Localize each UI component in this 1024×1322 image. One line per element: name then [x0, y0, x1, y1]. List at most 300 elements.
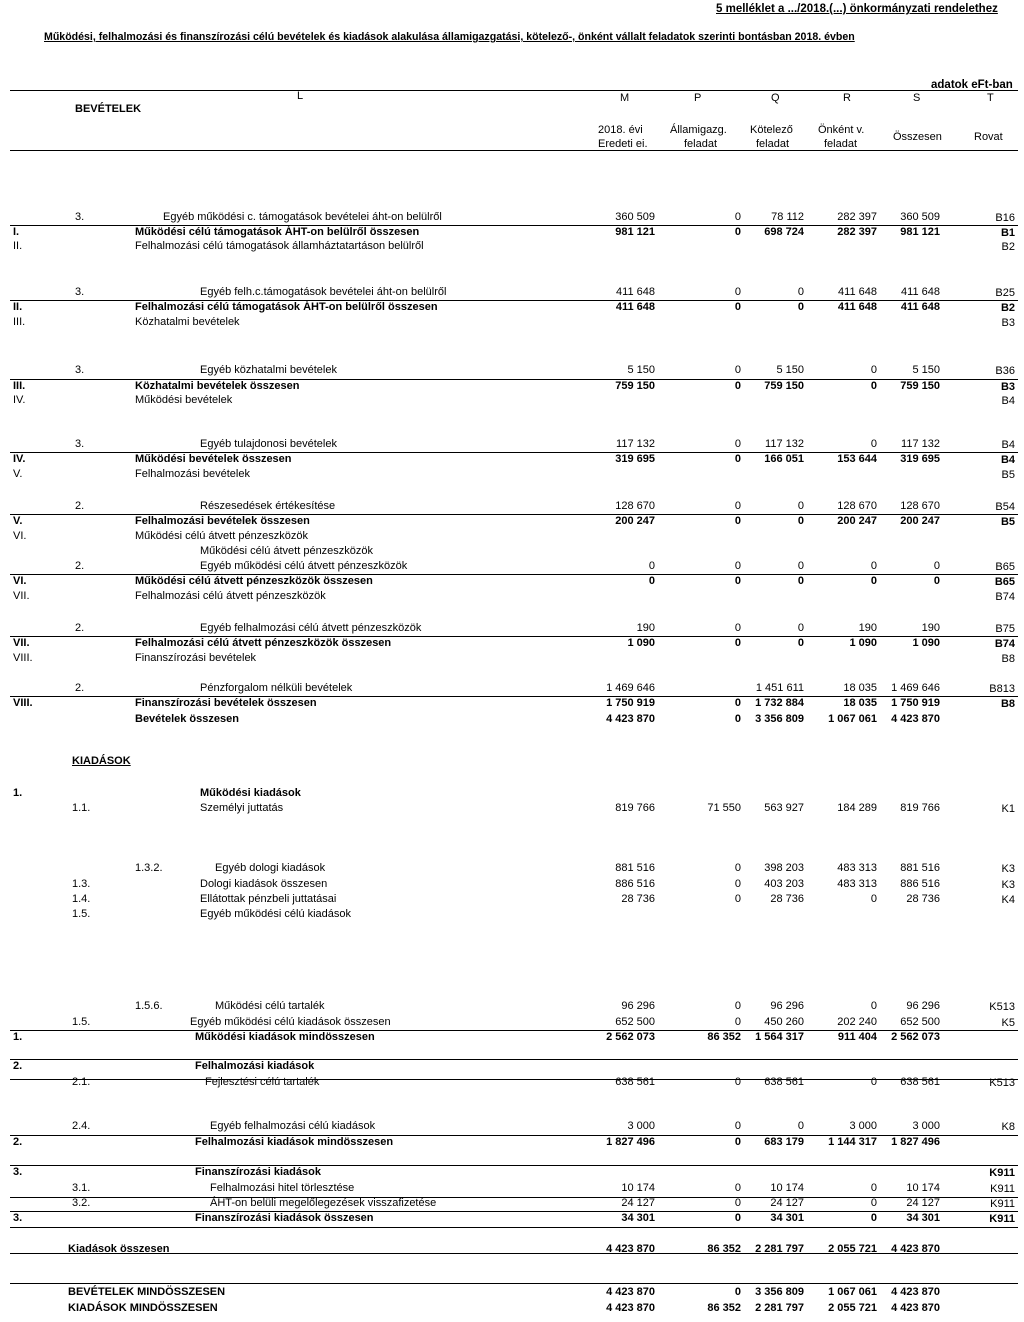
cell-s: 411 648 [901, 286, 940, 298]
cell-r: 0 [870, 1000, 877, 1012]
cell-s: 4 423 870 [891, 713, 940, 725]
cell-q: 0 [797, 622, 804, 634]
cell-m: 5 150 [627, 364, 655, 376]
row-label: Személyi juttatás [200, 802, 284, 814]
row-number: VI. [13, 530, 27, 542]
cell-p: 0 [734, 211, 741, 223]
cell-q: 403 203 [764, 878, 804, 890]
cell-q: 0 [797, 500, 804, 512]
row-label: Finanszírozási bevételek [135, 652, 257, 664]
cell-t: K5 [1001, 1017, 1015, 1029]
cell-p: 0 [734, 1000, 741, 1012]
cell-t: B25 [995, 287, 1015, 299]
row-number: II. [13, 240, 23, 252]
cell-q: 117 132 [765, 438, 804, 450]
cell-q: 34 301 [770, 1212, 804, 1224]
row-label: Működési célú átvett pénzeszközök összesen [135, 575, 373, 587]
row-label: Felhalmozási bevételek összesen [135, 515, 310, 527]
cell-s: 319 695 [900, 453, 940, 465]
cell-r: 202 240 [837, 1016, 877, 1028]
cell-t: B813 [989, 683, 1015, 695]
row-number: 1. [13, 787, 23, 799]
cell-r: 184 289 [837, 802, 877, 814]
cell-r: 0 [870, 438, 877, 450]
row-label: Működési célú átvett pénzeszközök [200, 545, 374, 557]
row-label: Egyéb felhalmozási célú átvett pénzeszközök [200, 622, 422, 634]
col-p-header-1: Államigazg. [670, 124, 727, 136]
row-label: Bevételek összesen [135, 713, 239, 725]
row-number: VII. [13, 637, 30, 649]
row-label: Ellátottak pénzbeli juttatásai [200, 893, 337, 905]
cell-s: 5 150 [912, 364, 940, 376]
col-m-header-2: Eredeti ei. [598, 138, 648, 150]
row-label: Felhalmozási bevételek [135, 468, 250, 480]
row-number: 2. [75, 560, 85, 572]
cell-t: K1 [1001, 803, 1015, 815]
row-label: Működési kiadások mindösszesen [195, 1031, 375, 1043]
row-label: KIADÁSOK [72, 755, 131, 767]
row-label: Egyéb közhatalmi bevételek [200, 364, 337, 376]
cell-t: B2 [1000, 302, 1015, 314]
header-rule-top [10, 90, 1018, 91]
row-number: 1.5.6. [135, 1000, 163, 1012]
col-letter-t: T [987, 92, 994, 104]
row-label: Működési bevételek [135, 394, 233, 406]
cell-s: 1 827 496 [891, 1136, 940, 1148]
cell-q: 1 732 884 [755, 697, 804, 709]
row-rule [10, 452, 1018, 453]
cell-s: 1 469 646 [891, 682, 940, 694]
document-title: Működési, felhalmozási és finanszírozási célú bevételek és kiadások alakulása államigazgatási, kötelező-, önként vállalt feladatok szerinti bontásban 2018. évben [44, 31, 855, 43]
cell-p: 0 [734, 380, 741, 392]
cell-q: 1 451 611 [755, 682, 804, 694]
cell-m: 34 301 [621, 1212, 655, 1224]
row-number: 3.1. [72, 1182, 91, 1194]
cell-m: 1 090 [627, 637, 655, 649]
row-number: III. [13, 316, 26, 328]
row-number: V. [13, 515, 23, 527]
row-number: 3. [75, 211, 85, 223]
cell-t: B2 [1001, 241, 1015, 253]
cell-m: 24 127 [621, 1197, 655, 1209]
cell-m: 190 [636, 622, 655, 634]
cell-m: 881 516 [615, 862, 655, 874]
cell-q: 96 296 [770, 1000, 804, 1012]
cell-m: 411 648 [615, 301, 655, 313]
cell-r: 0 [870, 380, 877, 392]
cell-m: 652 500 [615, 1016, 655, 1028]
row-number: 2.4. [72, 1120, 91, 1132]
row-label: Működési célú támogatások ÁHT-on belülről összesen [135, 226, 420, 238]
cell-s: 981 121 [900, 226, 940, 238]
row-rule [10, 300, 1018, 301]
cell-s: 759 150 [900, 380, 940, 392]
row-number: II. [13, 301, 23, 313]
cell-q: 78 112 [771, 211, 804, 223]
row-rule [10, 1135, 1018, 1136]
row-number: 2.1. [72, 1076, 91, 1088]
cell-r: 1 067 061 [828, 713, 877, 725]
cell-t: K4 [1001, 894, 1015, 906]
row-label: Felhalmozási kiadások [195, 1060, 315, 1072]
cell-s: 24 127 [906, 1197, 940, 1209]
row-number: 1.4. [72, 893, 91, 905]
cell-s: 0 [933, 575, 940, 587]
row-label: Felhalmozási célú támogatások államháztatartáson belülről [135, 240, 424, 252]
cell-p: 0 [734, 713, 741, 725]
cell-r: 190 [858, 622, 877, 634]
cell-q: 0 [797, 1120, 804, 1132]
cell-p: 86 352 [707, 1302, 741, 1314]
section-rule [10, 1079, 1018, 1080]
row-label: Felhalmozási célú átvett pénzeszközök [135, 590, 326, 602]
section-rule [10, 1253, 1018, 1254]
cell-m: 96 296 [621, 1000, 655, 1012]
row-label: Egyéb működési célú kiadások összesen [190, 1016, 391, 1028]
row-number: III. [13, 380, 26, 392]
cell-s: 360 509 [900, 211, 940, 223]
cell-m: 4 423 870 [606, 1302, 655, 1314]
col-q-header-2: feladat [756, 138, 790, 150]
section-rule [10, 1227, 1018, 1228]
row-label: ÁHT-on belüli megelőlegezések visszafizetése [210, 1197, 437, 1209]
col-r-header-1: Önként v. [818, 124, 865, 136]
cell-r: 1 090 [849, 637, 877, 649]
row-label: Részesedések értékesítése [200, 500, 336, 512]
cell-s: 0 [933, 560, 940, 572]
cell-t: B74 [995, 591, 1015, 603]
row-label: Finanszírozási kiadások [195, 1166, 321, 1178]
cell-q: 759 150 [764, 380, 804, 392]
row-label: Egyéb dologi kiadások [215, 862, 326, 874]
cell-p: 0 [734, 286, 741, 298]
cell-s: 4 423 870 [891, 1286, 940, 1298]
cell-r: 2 055 721 [828, 1243, 877, 1255]
cell-m: 28 736 [621, 893, 655, 905]
cell-m: 128 670 [615, 500, 655, 512]
row-rule [10, 696, 1018, 697]
cell-m: 2 562 073 [606, 1031, 655, 1043]
cell-p: 0 [734, 560, 741, 572]
cell-s: 652 500 [900, 1016, 940, 1028]
col-letter-p: P [694, 92, 702, 104]
row-rule [10, 1030, 1018, 1031]
cell-p: 0 [734, 622, 741, 634]
row-label: Működési bevételek összesen [135, 453, 292, 465]
row-number: IV. [13, 453, 26, 465]
cell-s: 881 516 [900, 862, 940, 874]
cell-t: B8 [1001, 653, 1015, 665]
cell-q: 398 203 [764, 862, 804, 874]
row-number: V. [13, 468, 23, 480]
cell-q: 0 [797, 637, 804, 649]
cell-t: B16 [995, 212, 1015, 224]
cell-q: 0 [797, 560, 804, 572]
cell-p: 0 [734, 893, 741, 905]
cell-q: 698 724 [764, 226, 804, 238]
row-number: 1.3.2. [135, 862, 163, 874]
cell-m: 759 150 [615, 380, 655, 392]
row-number: 3. [75, 286, 85, 298]
cell-p: 71 550 [707, 802, 741, 814]
cell-p: 0 [734, 1016, 741, 1028]
cell-p: 0 [734, 1136, 741, 1148]
cell-q: 2 281 797 [755, 1302, 804, 1314]
row-number: 1.3. [72, 878, 91, 890]
cell-p: 0 [734, 1182, 741, 1194]
cell-q: 10 174 [770, 1182, 804, 1194]
cell-m: 1 750 919 [606, 697, 655, 709]
cell-m: 10 174 [621, 1182, 655, 1194]
cell-q: 5 150 [776, 364, 804, 376]
row-rule [10, 514, 1018, 515]
row-label: BEVÉTELEK MINDÖSSZESEN [68, 1286, 226, 1298]
cell-q: 3 356 809 [755, 1286, 804, 1298]
cell-q: 450 260 [764, 1016, 804, 1028]
cell-r: 0 [870, 893, 877, 905]
row-label: Közhatalmi bevételek összesen [135, 380, 300, 392]
cell-m: 0 [648, 575, 655, 587]
cell-p: 0 [734, 575, 741, 587]
col-m-header-1: 2018. évi [598, 124, 643, 136]
col-letter-m: M [620, 92, 630, 104]
col-letter-r: R [843, 92, 851, 104]
cell-m: 4 423 870 [606, 1243, 655, 1255]
cell-p: 0 [734, 301, 741, 313]
cell-r: 2 055 721 [828, 1302, 877, 1314]
row-number: 3.2. [72, 1197, 91, 1209]
cell-s: 1 090 [912, 637, 940, 649]
cell-r: 3 000 [849, 1120, 877, 1132]
cell-t: B3 [1000, 381, 1015, 393]
cell-r: 483 313 [837, 878, 877, 890]
cell-s: 128 670 [900, 500, 940, 512]
col-letter-l: L [297, 90, 304, 102]
row-label: Egyéb működési célú kiadások [200, 908, 352, 920]
cell-t: B65 [994, 576, 1015, 588]
row-label: Működési kiadások [200, 787, 301, 799]
section-rule [10, 1197, 1018, 1198]
cell-t: K911 [989, 1167, 1015, 1179]
cell-m: 360 509 [615, 211, 655, 223]
cell-m: 1 827 496 [606, 1136, 655, 1148]
cell-t: B4 [1001, 439, 1015, 451]
row-number: 1. [13, 1031, 23, 1043]
col-p-header-2: feladat [684, 138, 718, 150]
cell-t: K911 [990, 1198, 1015, 1210]
cell-s: 819 766 [900, 802, 940, 814]
cell-r: 0 [870, 560, 877, 572]
cell-q: 0 [797, 515, 804, 527]
row-rule [10, 1059, 1018, 1060]
units-note: adatok eFt-ban [931, 79, 1013, 91]
cell-t: K513 [989, 1077, 1015, 1089]
cell-p: 0 [734, 862, 741, 874]
cell-r: 153 644 [837, 453, 877, 465]
cell-p: 0 [734, 438, 741, 450]
cell-m: 319 695 [615, 453, 655, 465]
col-letter-q: Q [771, 92, 780, 104]
cell-s: 117 132 [901, 438, 940, 450]
cell-q: 3 356 809 [755, 713, 804, 725]
row-label: Finanszírozási kiadások összesen [195, 1212, 374, 1224]
row-number: 1.5. [72, 908, 91, 920]
cell-p: 86 352 [707, 1243, 741, 1255]
cell-t: K3 [1001, 879, 1015, 891]
cell-p: 0 [734, 1212, 741, 1224]
cell-t: K513 [989, 1001, 1015, 1013]
row-number: I. [13, 226, 20, 238]
annex-reference: 5 melléklet a .../2018.(...) önkormányzati rendelethez [716, 3, 998, 15]
cell-m: 0 [648, 560, 655, 572]
cell-p: 86 352 [707, 1031, 741, 1043]
cell-t: B4 [1000, 454, 1015, 466]
cell-p: 0 [734, 1120, 741, 1132]
col-r-header-2: feladat [824, 138, 858, 150]
cell-p: 0 [734, 500, 741, 512]
cell-q: 166 051 [764, 453, 804, 465]
row-label: Felhalmozási célú átvett pénzeszközök összesen [135, 637, 392, 649]
row-rule [10, 636, 1018, 637]
cell-p: 0 [734, 637, 741, 649]
row-number: VII. [13, 590, 30, 602]
cell-m: 819 766 [615, 802, 655, 814]
cell-m: 981 121 [615, 226, 655, 238]
col-letter-s: S [913, 92, 921, 104]
cell-p: 0 [734, 1197, 741, 1209]
cell-r: 0 [870, 1182, 877, 1194]
row-label: Felhalmozási célú támogatások ÁHT-on belülről összesen [135, 301, 438, 313]
cell-m: 117 132 [616, 438, 655, 450]
row-number: 3. [13, 1166, 23, 1178]
cell-p: 0 [734, 453, 741, 465]
section-rule [10, 1283, 1018, 1284]
cell-s: 28 736 [906, 893, 940, 905]
cell-s: 411 648 [900, 301, 940, 313]
row-number: 2. [13, 1136, 23, 1148]
row-rule [10, 574, 1018, 575]
cell-m: 411 648 [616, 286, 655, 298]
row-label: KIADÁSOK MINDÖSSZESEN [68, 1302, 218, 1314]
cell-m: 4 423 870 [606, 1286, 655, 1298]
row-number: 1.1. [72, 802, 91, 814]
cell-s: 10 174 [906, 1182, 940, 1194]
row-number: 3. [75, 364, 85, 376]
cell-m: 638 561 [615, 1076, 655, 1088]
cell-p: 0 [734, 364, 741, 376]
row-label: Dologi kiadások összesen [200, 878, 328, 890]
cell-s: 96 296 [906, 1000, 940, 1012]
row-number: 2. [13, 1060, 23, 1072]
cell-s: 886 516 [900, 878, 940, 890]
cell-t: K3 [1001, 863, 1015, 875]
row-number: 1.5. [72, 1016, 91, 1028]
col-t-header: Rovat [974, 131, 1003, 143]
cell-q: 0 [797, 301, 804, 313]
cell-t: K911 [990, 1183, 1015, 1195]
cell-s: 190 [921, 622, 940, 634]
cell-q: 563 927 [764, 802, 804, 814]
cell-t: B75 [995, 623, 1015, 635]
cell-s: 638 561 [900, 1076, 940, 1088]
cell-p: 0 [734, 226, 741, 238]
row-label: Működési célú átvett pénzeszközök [135, 530, 309, 542]
row-label: Egyéb felhalmozási célú kiadások [210, 1120, 376, 1132]
row-label: Működési célú tartalék [215, 1000, 325, 1012]
cell-r: 0 [870, 364, 877, 376]
cell-r: 411 648 [838, 286, 877, 298]
cell-q: 683 179 [764, 1136, 804, 1148]
cell-q: 28 736 [770, 893, 804, 905]
row-rule [10, 225, 1018, 226]
cell-m: 200 247 [615, 515, 655, 527]
cell-m: 886 516 [615, 878, 655, 890]
cell-p: 0 [734, 878, 741, 890]
cell-p: 0 [734, 697, 741, 709]
cell-t: B3 [1001, 317, 1015, 329]
cell-t: K8 [1001, 1121, 1015, 1133]
cell-s: 200 247 [900, 515, 940, 527]
cell-s: 34 301 [906, 1212, 940, 1224]
cell-r: 282 397 [837, 211, 877, 223]
cell-s: 1 750 919 [891, 697, 940, 709]
cell-t: B74 [994, 638, 1015, 650]
row-rule [10, 1165, 1018, 1166]
cell-r: 0 [870, 575, 877, 587]
row-label: Közhatalmi bevételek [135, 316, 240, 328]
row-number: VIII. [13, 652, 33, 664]
cell-r: 200 247 [837, 515, 877, 527]
cell-r: 18 035 [843, 697, 877, 709]
row-label: Egyéb felh.c.támogatások bevételei áht-on belülről [200, 286, 447, 298]
cell-r: 0 [870, 1212, 877, 1224]
row-label: Finanszírozási bevételek összesen [135, 697, 317, 709]
cell-p: 0 [734, 1286, 741, 1298]
cell-r: 1 144 317 [828, 1136, 877, 1148]
revenue-heading: BEVÉTELEK [75, 103, 142, 115]
cell-t: K911 [989, 1213, 1015, 1225]
row-number: 2. [75, 682, 85, 694]
cell-q: 24 127 [770, 1197, 804, 1209]
row-number: 3. [75, 438, 85, 450]
row-label: Felhalmozási kiadások mindösszesen [195, 1136, 394, 1148]
cell-q: 0 [797, 286, 804, 298]
cell-r: 282 397 [837, 226, 877, 238]
cell-r: 483 313 [837, 862, 877, 874]
cell-m: 1 469 646 [606, 682, 655, 694]
row-label: Pénzforgalom nélküli bevételek [200, 682, 353, 694]
row-number: VI. [13, 575, 27, 587]
row-number: 2. [75, 622, 85, 634]
cell-p: 0 [734, 515, 741, 527]
cell-r: 911 404 [837, 1031, 877, 1043]
cell-t: B5 [1001, 469, 1015, 481]
cell-s: 4 423 870 [891, 1243, 940, 1255]
row-label: Egyéb működési célú átvett pénzeszközök [200, 560, 408, 572]
cell-q: 2 281 797 [755, 1243, 804, 1255]
cell-t: B5 [1000, 516, 1015, 528]
cell-q: 638 561 [764, 1076, 804, 1088]
cell-r: 0 [870, 1197, 877, 1209]
row-rule [10, 379, 1018, 380]
cell-q: 0 [797, 575, 804, 587]
cell-m: 4 423 870 [606, 713, 655, 725]
cell-s: 3 000 [912, 1120, 940, 1132]
row-number: VIII. [13, 697, 33, 709]
row-number: IV. [13, 394, 26, 406]
col-q-header-1: Kötelező [750, 124, 793, 136]
cell-s: 4 423 870 [891, 1302, 940, 1314]
